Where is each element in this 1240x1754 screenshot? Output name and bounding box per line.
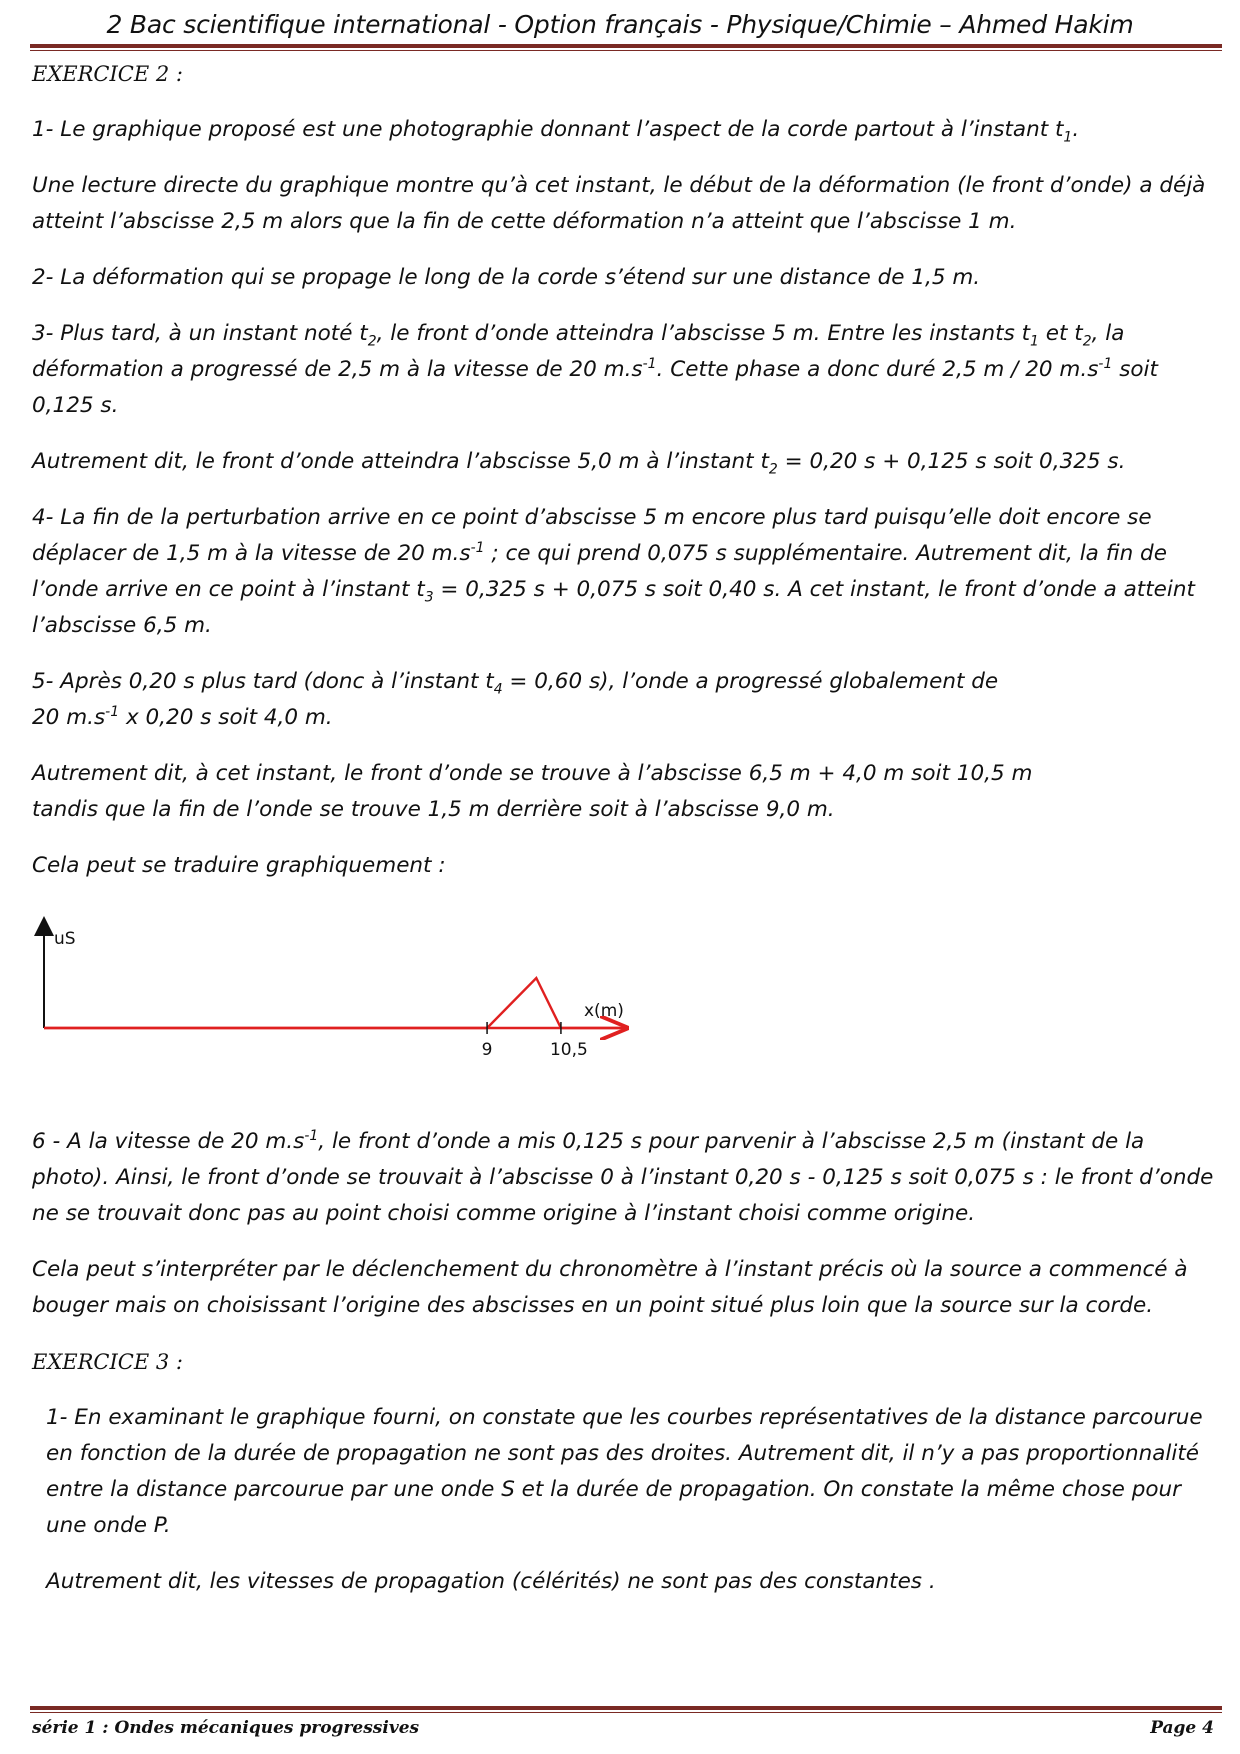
exercise-3-title: EXERCICE 3 : [32, 1350, 183, 1374]
wave-series-line [44, 978, 620, 1028]
ex3-q1b-paragraph: Autrement dit, les vitesses de propagation (célérités) ne sont pas des constantes . [46, 1569, 936, 1594]
tick-label-10-5: 10,5 [549, 1040, 588, 1060]
text: 3- Plus tard, à un instant noté t [32, 321, 368, 346]
text: soit 0,125 s. [32, 357, 1158, 418]
document-body [32, 56, 1222, 1620]
ex2-q1-end: . [1072, 117, 1080, 142]
header-rule [30, 44, 1222, 48]
x-axis-label: x(m) [584, 1001, 624, 1021]
text: . Cette phase a donc duré 2,5 m / 20 m.s [656, 357, 1099, 382]
text: Autrement dit, le front d’onde atteindra l’abscisse 5,0 m à l’instant t [32, 449, 769, 474]
footer-page-number: Page 4 [1150, 1718, 1214, 1738]
page-header-title: 2 Bac scientifique international - Option français - Physique/Chimie – Ahmed Hakim [106, 10, 1134, 39]
wave-figure [32, 904, 732, 1104]
subscript: 2 [367, 333, 377, 350]
subscript: 4 [493, 681, 503, 698]
ex2-q6-paragraph [32, 1124, 1222, 1232]
ex2-q4-paragraph [32, 500, 1222, 644]
text: 6 - A la vitesse de 20 m.s [32, 1129, 305, 1154]
text: x 0,20 s soit 4,0 m. [119, 705, 333, 730]
ex2-graph-intro: Cela peut se traduire graphiquement : [32, 853, 446, 878]
superscript: -1 [1098, 355, 1113, 372]
superscript: -1 [304, 1127, 319, 1144]
text: = 0,60 s), l’onde a progressé globalement de [502, 669, 999, 694]
text: tandis que la fin de l’onde se trouve 1,5 m derrière soit à l’abscisse 9,0 m. [32, 797, 835, 822]
ex2-q3-paragraph [32, 316, 1222, 424]
superscript: -1 [105, 703, 120, 720]
ex2-q3b-paragraph [32, 444, 1222, 480]
superscript: -1 [642, 355, 657, 372]
subscript: 1 [1063, 129, 1073, 146]
subscript: 2 [1082, 333, 1092, 350]
ex2-q2-paragraph: 2- La déformation qui se propage le long de la corde s’étend sur une distance de 1,5 m. [32, 265, 981, 290]
ex2-q1-text: 1- Le graphique proposé est une photographie donnant l’aspect de la corde partout à l’instant t [32, 117, 1064, 142]
text: 20 m.s [32, 705, 106, 730]
text: ; ce qui prend 0,075 s supplémentaire. Autrement dit, la fin de l’onde arrive en ce point à l’instant t [32, 541, 1167, 602]
text: 4- La fin de la perturbation arrive en ce point d’abscisse 5 m encore plus tard puisqu’elle doit encore se déplacer de 1,5 m à la vitesse de 20 m.s [32, 505, 1152, 566]
text: et t [1038, 321, 1083, 346]
text: Autrement dit, à cet instant, le front d’onde se trouve à l’abscisse 6,5 m + 4,0 m soit 10,5 m [32, 761, 1033, 786]
subscript: 2 [768, 461, 778, 478]
text: , le front d’onde atteindra l’abscisse 5 m. Entre les instants t [376, 321, 1031, 346]
ex2-q5b-paragraph [32, 756, 1222, 828]
text: , la déformation a progressé de 2,5 m à la vitesse de 20 m.s [32, 321, 1125, 382]
ex3-q1-paragraph: 1- En examinant le graphique fourni, on constate que les courbes représentatives de la distance parcourue en fonction de la durée de propagation ne sont pas des droites. Autrement dit, il n’y a pas proportionnalité entre la distance parcourue par une onde S et la durée de propagation. On constate la même chose pour une onde P. [46, 1405, 1203, 1538]
footer-series-title: série 1 : Ondes mécaniques progressives [32, 1718, 420, 1738]
ex2-q1-paragraph [32, 112, 1222, 148]
ex2-q5-paragraph [32, 664, 1222, 736]
footer-rule-thin [30, 1712, 1222, 1713]
text: 5- Après 0,20 s plus tard (donc à l’instant t [32, 669, 494, 694]
superscript: -1 [470, 539, 485, 556]
header-rule-thin [30, 50, 1222, 51]
tick-label-9: 9 [481, 1040, 493, 1060]
footer-rule [30, 1706, 1222, 1710]
text: , le front d’onde a mis 0,125 s pour parvenir à l’abscisse 2,5 m (instant de la photo). Ainsi, le front d’onde se trouvait à l’abscisse 0 à l’instant 0,20 s - 0,125 s soit 0,075 s : le front d’onde ne se trouvait donc pas au point choisi comme origine à l’instant choisi comme origine. [32, 1129, 1214, 1226]
exercise-2-title: EXERCICE 2 : [32, 62, 183, 86]
text: = 0,20 s + 0,125 s soit 0,325 s. [777, 449, 1126, 474]
subscript: 3 [424, 589, 434, 606]
ex2-q6b-paragraph: Cela peut s’interpréter par le déclenchement du chronomètre à l’instant précis où la source a commencé à bouger mais on choisissant l’origine des abscisses en un point situé plus loin que la source sur la corde. [32, 1257, 1188, 1318]
subscript: 1 [1030, 333, 1039, 350]
wave-chart [32, 904, 732, 1104]
y-axis-label: uS [54, 929, 76, 949]
text: = 0,325 s + 0,075 s soit 0,40 s. A cet instant, le front d’onde a atteint l’abscisse 6,5 m. [32, 577, 1195, 638]
ex2-q1b-paragraph: Une lecture directe du graphique montre qu’à cet instant, le début de la déformation (le front d’onde) a déjà atteint l’abscisse 2,5 m alors que la fin de cette déformation n’a atteint que l’abscisse 1 m. [32, 173, 1206, 234]
